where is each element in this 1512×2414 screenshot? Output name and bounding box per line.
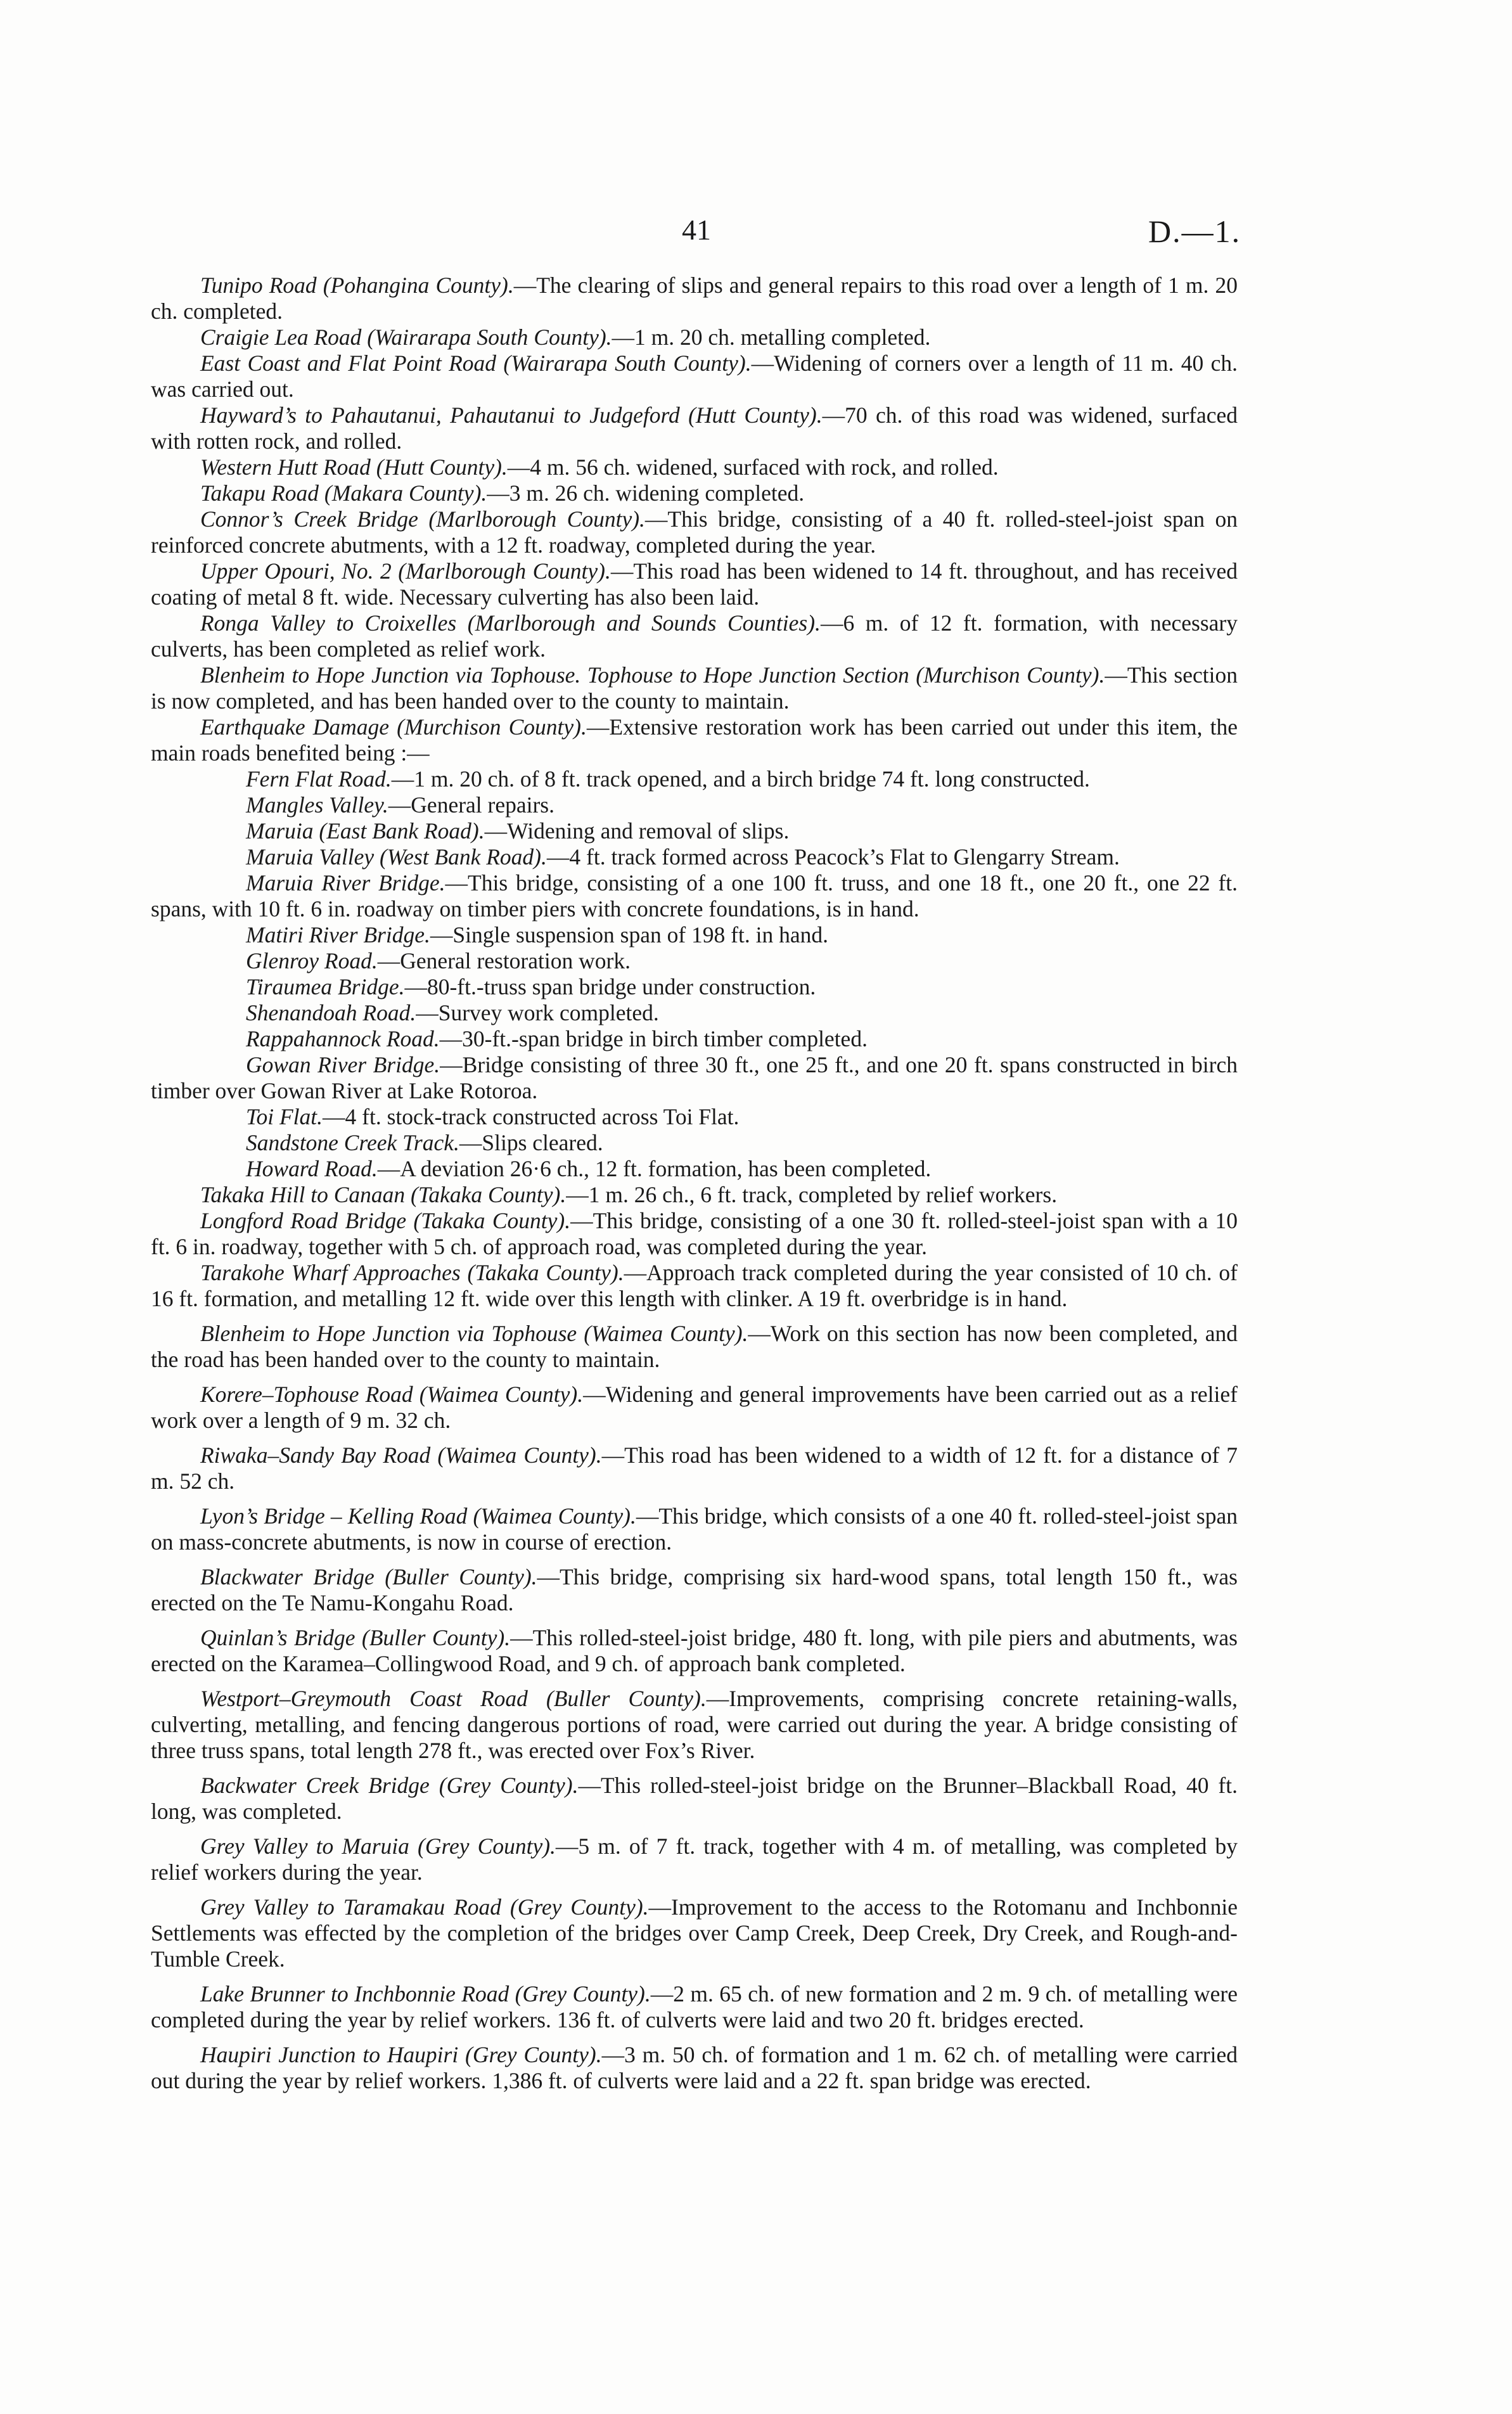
entry-title: Hayward’s to Pahautanui, Pahautanui to Judgeford (Hutt County). [200,402,823,428]
entry-text: —The clearing of slips and general repairs to this road over a length of 1 m. 20 ch. completed. [151,273,1238,324]
entry-title: Shenandoah Road. [246,1000,416,1025]
entry-title: Grey Valley to Maruia (Grey County). [200,1833,556,1859]
entry-paragraph [151,1686,1238,1764]
entry-title: Lyon’s Bridge – Kelling Road (Waimea County). [200,1503,636,1529]
entry-paragraph [151,1104,1238,1130]
page-number: 41 [682,214,711,246]
entry-text: —5 m. of 7 ft. track, together with 4 m. of metalling, was completed by relief workers during the year. [151,1833,1238,1885]
entry-text: —A deviation 26·6 ch., 12 ft. formation, has been completed. [377,1156,932,1181]
entry-text: —This bridge, comprising six hard-wood spans, total length 150 ft., was erected on the Te Namu-Kongahu Road. [151,1564,1238,1615]
entry-text: —Extensive restoration work has been carried out under this item, the main roads benefited being :— [151,714,1238,766]
entry-paragraph [151,324,1238,350]
entry-title: Haupiri Junction to Haupiri (Grey County). [200,2042,602,2067]
earthquake-damage-items [151,766,1238,1182]
entry-text: —Survey work completed. [416,1000,659,1025]
entry-paragraph [151,1052,1238,1104]
entry-title: Korere–Tophouse Road (Waimea County). [200,1382,584,1407]
entry-title: Blenheim to Hope Junction via Tophouse (Waimea County). [200,1321,748,1346]
entry-text: —4 ft. stock-track constructed across Toi Flat. [323,1104,740,1129]
entry-title: Tarakohe Wharf Approaches (Takaka County). [200,1260,624,1285]
entry-paragraph [151,2042,1238,2094]
entry-title: Quinlan’s Bridge (Buller County). [200,1625,511,1650]
entry-title: Toi Flat. [246,1104,323,1129]
entry-title: Blackwater Bridge (Buller County). [200,1564,537,1589]
entry-title: East Coast and Flat Point Road (Wairarapa South County). [200,350,752,376]
entry-text: —This rolled-steel-joist bridge on the Brunner–Blackball Road, 40 ft. long, was completed. [151,1773,1238,1824]
entry-text: —General restoration work. [377,948,631,973]
entry-title: Tunipo Road (Pohangina County). [200,273,514,298]
entry-paragraph [151,662,1238,714]
entry-text: —This road has been widened to 14 ft. throughout, and has received coating of metal 8 ft. wide. Necessary culverting has also been laid. [151,558,1238,610]
road-works-entries-continued [151,1182,1238,2094]
entry-text: —Slips cleared. [459,1130,603,1155]
entry-text: —This bridge, consisting of a 40 ft. rolled-steel-joist span on reinforced concrete abutments, with a 12 ft. roadway, completed during the year. [151,506,1238,558]
entry-paragraph [151,766,1238,792]
entry-text: —General repairs. [388,792,554,818]
entry-text: —Bridge consisting of three 30 ft., one 25 ft., and one 20 ft. spans constructed in birch timber over Gowan River at Lake Rotoroa. [151,1052,1238,1103]
entry-paragraph [151,350,1238,402]
entry-text: —This bridge, consisting of a one 100 ft. truss, and one 18 ft., one 20 ft., one 22 ft. spans, with 10 ft. 6 in. roadway on timber piers with concrete foundations, is in hand. [151,870,1238,921]
entry-text: —3 m. 50 ch. of formation and 1 m. 62 ch. of metalling were carried out during the year by relief workers. 1,386 ft. of culverts were laid and a 22 ft. span bridge was erected. [151,2042,1238,2093]
entry-title: Earthquake Damage (Murchison County). [200,714,587,740]
entry-text: —This section is now completed, and has been handed over to the county to maintain. [151,662,1238,714]
entry-paragraph [151,610,1238,662]
entry-paragraph [151,1981,1238,2033]
entry-title: Craigie Lea Road (Wairarapa South County). [200,324,612,350]
entry-text: —Widening and removal of slips. [484,818,790,844]
entry-paragraph [151,1026,1238,1052]
entry-paragraph [151,1182,1238,1208]
entry-paragraph [151,1564,1238,1616]
entry-title: Connor’s Creek Bridge (Marlborough County). [200,506,645,532]
entry-text: —4 ft. track formed across Peacock’s Flat to Glengarry Stream. [546,844,1120,870]
entry-text: —This road has been widened to a width of 12 ft. for a distance of 7 m. 52 ch. [151,1442,1238,1494]
entry-paragraph [151,273,1238,324]
entry-text: —Work on this section has now been completed, and the road has been handed over to the county to maintain. [151,1321,1238,1372]
entry-paragraph [151,844,1238,870]
entry-title: Fern Flat Road. [246,766,392,792]
entry-paragraph [151,1503,1238,1555]
entry-title: Maruia Valley (West Bank Road). [246,844,547,870]
entry-title: Westport–Greymouth Coast Road (Buller County). [200,1686,707,1711]
entry-paragraph [151,402,1238,454]
entry-paragraph [151,1773,1238,1825]
entry-text: —30-ft.-span bridge in birch timber completed. [439,1026,868,1051]
entry-text: —Improvement to the access to the Rotomanu and Inchbonnie Settlements was effected by the completion of the bridges over Camp Creek, Deep Creek, Dry Creek, and Rough-and-Tumble Creek. [151,1894,1238,1972]
entry-paragraph [151,1000,1238,1026]
entry-text: —80-ft.-truss span bridge under construction. [404,974,816,999]
entry-paragraph [151,558,1238,610]
entry-title: Rappahannock Road. [246,1026,440,1051]
entry-title: Takaka Hill to Canaan (Takaka County). [200,1182,567,1207]
entry-paragraph [151,1894,1238,1972]
entry-text: —Widening of corners over a length of 11 m. 40 ch. was carried out. [151,350,1238,402]
entry-paragraph [151,1625,1238,1677]
entry-text: —2 m. 65 ch. of new formation and 2 m. 9 ch. of metalling were completed during the year by relief workers. 136 ft. of culverts were laid and two 20 ft. bridges erected. [151,1981,1238,2032]
entry-paragraph [151,480,1238,506]
entry-paragraph [151,506,1238,558]
entry-paragraph [151,922,1238,948]
entry-text: —1 m. 20 ch. of 8 ft. track opened, and a birch bridge 74 ft. long constructed. [391,766,1090,792]
entry-title: Blenheim to Hope Junction via Tophouse. Tophouse to Hope Junction Section (Murchison County). [200,662,1105,688]
entry-text: —This rolled-steel-joist bridge, 480 ft. long, with pile piers and abutments, was erected on the Karamea–Collingwood Road, and 9 ch. of approach bank completed. [151,1625,1238,1676]
entry-text: —Improvements, comprising concrete retaining-walls, culverting, metalling, and fencing dangerous portions of road, were carried out during the year. A bridge consisting of three truss spans, total length 278 ft., was erected over Fox’s River. [151,1686,1238,1763]
entry-text: —Single suspension span of 198 ft. in hand. [430,922,828,947]
entry-title: Maruia (East Bank Road). [246,818,485,844]
road-works-entries [151,273,1238,766]
entry-title: Backwater Creek Bridge (Grey County). [200,1773,579,1798]
entry-paragraph [151,792,1238,818]
entry-paragraph [151,1442,1238,1494]
entry-text: —This bridge, consisting of a one 30 ft. rolled-steel-joist span with a 10 ft. 6 in. roadway, together with 5 ch. of approach road, was completed during the year. [151,1208,1238,1259]
entry-title: Ronga Valley to Croixelles (Marlborough and Sounds Counties). [200,610,821,636]
entry-title: Takapu Road (Makara County). [200,480,487,506]
entry-paragraph [151,1130,1238,1156]
entry-paragraph [151,974,1238,1000]
entry-title: Maruia River Bridge. [246,870,445,896]
entry-paragraph [151,948,1238,974]
entry-paragraph [151,1382,1238,1434]
entry-paragraph [151,454,1238,480]
entry-title: Matiri River Bridge. [246,922,430,947]
entry-text: —Approach track completed during the year consisted of 10 ch. of 16 ft. formation, and metalling 12 ft. wide over this length with clinker. A 19 ft. overbridge is in hand. [151,1260,1238,1311]
entry-title: Howard Road. [246,1156,378,1181]
entry-paragraph [151,714,1238,766]
report-body [151,273,1238,2094]
entry-text: —1 m. 20 ch. metalling completed. [612,324,931,350]
entry-title: Riwaka–Sandy Bay Road (Waimea County). [200,1442,602,1468]
document-reference: D.—1. [1148,214,1241,249]
entry-text: —1 m. 26 ch., 6 ft. track, completed by relief workers. [566,1182,1058,1207]
entry-text: —Widening and general improvements have been carried out as a relief work over a length of 9 m. 32 ch. [151,1382,1238,1433]
entry-title: Sandstone Creek Track. [246,1130,459,1155]
entry-title: Mangles Valley. [246,792,388,818]
entry-text: —4 m. 56 ch. widened, surfaced with rock, and rolled. [507,454,999,480]
entry-paragraph [151,870,1238,922]
entry-title: Tiraumea Bridge. [246,974,405,999]
entry-title: Longford Road Bridge (Takaka County). [200,1208,571,1233]
entry-title: Gowan River Bridge. [246,1052,440,1077]
entry-title: Western Hutt Road (Hutt County). [200,454,508,480]
entry-paragraph [151,1208,1238,1260]
entry-text: —This bridge, which consists of a one 40 ft. rolled-steel-joist span on mass-concrete abutments, is now in course of erection. [151,1503,1238,1555]
entry-title: Grey Valley to Taramakau Road (Grey County). [200,1894,649,1920]
entry-title: Upper Opouri, No. 2 (Marlborough County). [200,558,611,584]
entry-text: —6 m. of 12 ft. formation, with necessary culverts, has been completed as relief work. [151,610,1238,662]
entry-title: Lake Brunner to Inchbonnie Road (Grey County). [200,1981,651,2006]
entry-title: Glenroy Road. [246,948,378,973]
entry-paragraph [151,1321,1238,1373]
entry-paragraph [151,1833,1238,1885]
entry-paragraph [151,1156,1238,1182]
entry-text: —70 ch. of this road was widened, surfaced with rotten rock, and rolled. [151,402,1238,454]
entry-paragraph [151,818,1238,844]
entry-text: —3 m. 26 ch. widening completed. [487,480,805,506]
page-header [0,213,1512,251]
entry-paragraph [151,1260,1238,1312]
